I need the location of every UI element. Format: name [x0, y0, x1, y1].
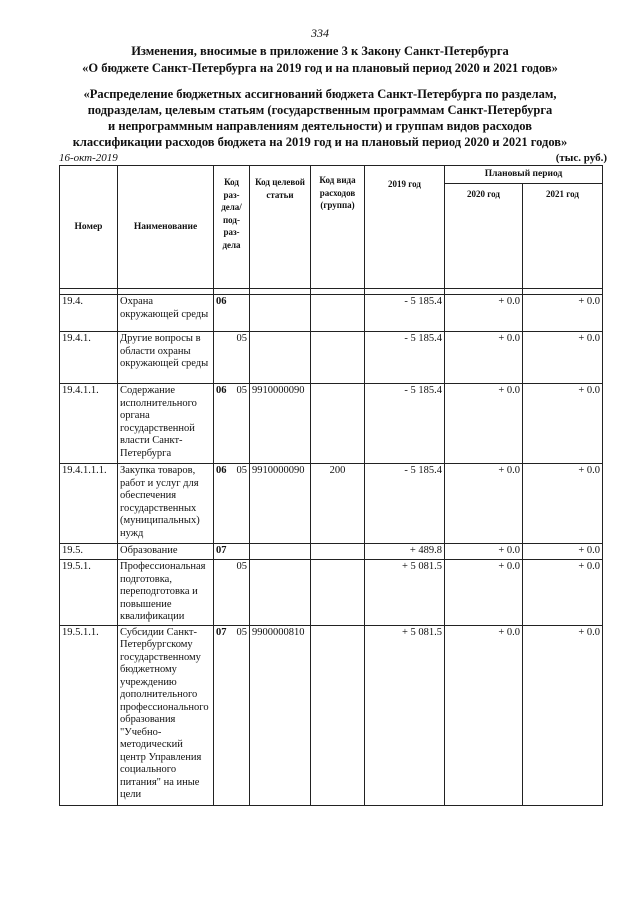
- row-2019: - 5 185.4: [365, 295, 445, 332]
- row-type: 200: [311, 464, 365, 544]
- page-number: 334: [311, 26, 329, 40]
- col-section-code: Код раз- дела/ под- раз- дела: [214, 166, 250, 289]
- col-2021: 2021 год: [523, 184, 603, 289]
- row-target: [250, 295, 311, 332]
- row-section: 06: [214, 384, 232, 464]
- row-2020: + 0.0: [445, 625, 523, 805]
- row-type: [311, 560, 365, 626]
- row-name: Другие вопросы в области охраны окружающей среды: [118, 332, 214, 384]
- row-2020: + 0.0: [445, 464, 523, 544]
- row-target: [250, 332, 311, 384]
- row-subsection: 05: [232, 332, 250, 384]
- row-2020: + 0.0: [445, 332, 523, 384]
- row-subsection: [232, 544, 250, 560]
- row-target: [250, 560, 311, 626]
- row-subsection: 05: [232, 384, 250, 464]
- row-name: Профессиональная подготовка, переподготовка и повышение квалификации: [118, 560, 214, 626]
- row-2020: + 0.0: [445, 560, 523, 626]
- row-name: Охрана окружающей среды: [118, 295, 214, 332]
- row-number: 19.5.: [60, 544, 118, 560]
- row-number: 19.5.1.: [60, 560, 118, 626]
- row-section: 07: [214, 544, 232, 560]
- row-2019: + 489.8: [365, 544, 445, 560]
- row-type: [311, 295, 365, 332]
- row-target: [250, 544, 311, 560]
- document-date: 16-окт-2019: [59, 152, 118, 164]
- row-2019: + 5 081.5: [365, 625, 445, 805]
- col-target-code: Код целевой статьи: [250, 166, 311, 289]
- row-2021: + 0.0: [523, 384, 603, 464]
- row-2019: - 5 185.4: [365, 332, 445, 384]
- row-number: 19.4.1.1.1.: [60, 464, 118, 544]
- row-2020: + 0.0: [445, 384, 523, 464]
- row-section: [214, 560, 232, 626]
- row-type: [311, 384, 365, 464]
- row-name: Субсидии Санкт-Петербургскому государственному бюджетному учреждению дополнительного профессионального образования "Учебно-методический центр Управления социального питания" на иные цели: [118, 625, 214, 805]
- row-type: [311, 332, 365, 384]
- row-type: [311, 544, 365, 560]
- row-subsection: 05: [232, 560, 250, 626]
- table-row: [60, 464, 603, 544]
- title-line-2: подразделам, целевым статьям (государственным программам Санкт-Петербурга: [87, 103, 553, 117]
- row-subsection: 05: [232, 625, 250, 805]
- row-subsection: [232, 295, 250, 332]
- budget-table: [59, 165, 603, 806]
- row-2021: + 0.0: [523, 332, 603, 384]
- col-number: Номер: [60, 166, 118, 289]
- header-line-2: «О бюджете Санкт-Петербурга на 2019 год и на плановый период 2020 и 2021 годов»: [82, 61, 558, 75]
- title-line-4: классификации расходов бюджета на 2019 год и на плановый период 2020 и 2021 годов»: [72, 135, 568, 149]
- row-2019: + 5 081.5: [365, 560, 445, 626]
- table-row: [60, 295, 603, 332]
- row-2020: + 0.0: [445, 544, 523, 560]
- row-target: 9900000810: [250, 625, 311, 805]
- units-label: (тыс. руб.): [555, 152, 607, 164]
- row-number: 19.4.1.: [60, 332, 118, 384]
- table-row: [60, 332, 603, 384]
- row-target: 9910000090: [250, 384, 311, 464]
- row-section: 06: [214, 464, 232, 544]
- col-type-code: Код вида расходов (группа): [311, 166, 365, 289]
- row-2020: + 0.0: [445, 295, 523, 332]
- row-2021: + 0.0: [523, 295, 603, 332]
- row-section: 06: [214, 295, 232, 332]
- row-section: 07: [214, 625, 232, 805]
- table-row: [60, 544, 603, 560]
- row-name: Закупка товаров, работ и услуг для обеспечения государственных (муниципальных) нужд: [118, 464, 214, 544]
- title-line-1: «Распределение бюджетных ассигнований бюджета Санкт-Петербурга по разделам,: [83, 87, 557, 101]
- row-target: 9910000090: [250, 464, 311, 544]
- table-row: [60, 384, 603, 464]
- col-2020: 2020 год: [445, 184, 523, 289]
- col-name: Наименование: [118, 166, 214, 289]
- row-subsection: 05: [232, 464, 250, 544]
- row-2021: + 0.0: [523, 464, 603, 544]
- row-2021: + 0.0: [523, 625, 603, 805]
- col-2019: 2019 год: [365, 166, 445, 289]
- row-number: 19.4.: [60, 295, 118, 332]
- table-row: [60, 560, 603, 626]
- row-section: [214, 332, 232, 384]
- header-line-1: Изменения, вносимые в приложение 3 к Закону Санкт-Петербурга: [131, 44, 509, 58]
- row-number: 19.4.1.1.: [60, 384, 118, 464]
- row-name: Содержание исполнительного органа государственной власти Санкт-Петербурга: [118, 384, 214, 464]
- row-2019: - 5 185.4: [365, 464, 445, 544]
- title-line-3: и непрограммным направлениям деятельности) и группам видов расходов: [108, 119, 532, 133]
- row-2021: + 0.0: [523, 544, 603, 560]
- row-number: 19.5.1.1.: [60, 625, 118, 805]
- table-row: [60, 625, 603, 805]
- row-2019: - 5 185.4: [365, 384, 445, 464]
- row-2021: + 0.0: [523, 560, 603, 626]
- row-name: Образование: [118, 544, 214, 560]
- row-type: [311, 625, 365, 805]
- col-planned-period: Плановый период: [445, 166, 603, 184]
